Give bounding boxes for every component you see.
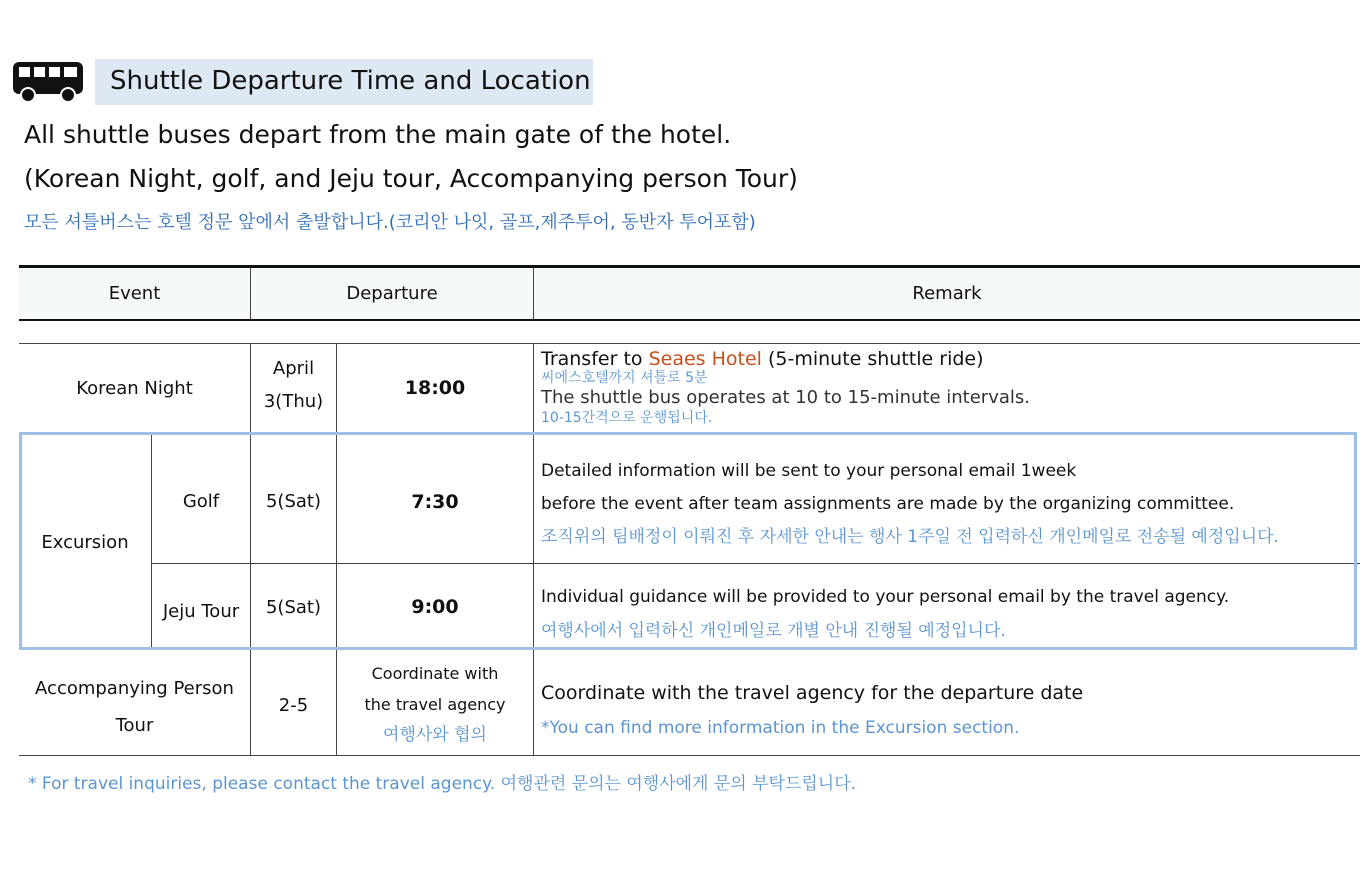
header-event: Event	[108, 283, 161, 304]
intro-line-2: (Korean Night, golf, and Jeju tour, Accompanying person Tour)	[24, 164, 798, 193]
intro-line-korean: 모든 셔틀버스는 호텔 정문 앞에서 출발합니다.(코리안 나잇, 골프,제주투어, 동반자 투어포함)	[24, 212, 756, 233]
date-jeju-tour: 5(Sat)	[265, 596, 321, 618]
header-bottom-rule	[19, 319, 1360, 321]
date-golf: 5(Sat)	[265, 491, 321, 512]
departure-korean: 여행사와 협의	[383, 725, 487, 745]
remark-korean: 조직위의 팀배정이 이뤄진 후 자세한 안내는 행사 1주일 전 입력하신 개인메일로 전송될 예정입니다.	[541, 527, 1279, 547]
event-line: Tour	[115, 715, 154, 736]
event-accompanying-person	[19, 670, 250, 744]
event-line: Accompanying Person	[35, 678, 234, 699]
date-line: April	[272, 358, 315, 379]
footer-note: * For travel inquiries, please contact the travel agency. 여행관련 문의는 여행사에게 문의 부탁드립니다.	[28, 774, 857, 794]
table-bottom-rule	[19, 755, 1360, 756]
departure-line: Coordinate with	[371, 664, 499, 683]
intro-line-1: All shuttle buses depart from the main gate of the hotel.	[24, 120, 732, 149]
event-jeju-tour: Jeju Tour	[162, 600, 240, 622]
date-line: 3(Thu)	[263, 391, 324, 412]
remark-korean: 씨에스호텔까지 셔틀로 5분	[541, 370, 708, 386]
remark-text: (5-minute shuttle ride)	[761, 348, 984, 370]
page-title: Shuttle Departure Time and Location	[110, 66, 591, 96]
departure-line: the travel agency	[364, 695, 506, 714]
departure-accompanying	[337, 658, 533, 751]
remark-korean-night	[541, 348, 1030, 426]
remark-korean: 여행사에서 입력하신 개인메일로 개별 안내 진행될 예정입니다.	[541, 621, 1006, 641]
remark-line: before the event after team assignments are made by the organizing committee.	[541, 494, 1235, 514]
date-korean-night	[251, 352, 336, 418]
time-jeju-tour: 9:00	[411, 596, 459, 618]
header-remark: Remark	[912, 283, 982, 304]
time-korean-night: 18:00	[404, 377, 466, 399]
remark-accompanying	[541, 676, 1083, 746]
header-departure: Departure	[346, 283, 438, 304]
bus-icon	[11, 60, 85, 104]
remark-line: The shuttle bus operates at 10 to 15-minute intervals.	[541, 387, 1030, 408]
remark-korean: 10-15간격으로 운행됩니다.	[541, 410, 713, 426]
event-golf: Golf	[182, 491, 220, 512]
event-excursion: Excursion	[41, 532, 129, 553]
remark-text: Transfer to	[541, 348, 649, 370]
event-korean-night: Korean Night	[76, 377, 193, 399]
remark-line: Coordinate with the travel agency for the departure date	[541, 682, 1084, 704]
excursion-highlight-box	[19, 432, 1357, 650]
hotel-name: Seaes Hotel	[648, 348, 762, 370]
time-golf: 7:30	[411, 490, 459, 513]
remark-line: Detailed information will be sent to your personal email 1week	[541, 461, 1077, 481]
date-accompanying: 2-5	[278, 695, 309, 716]
remark-line	[541, 348, 1030, 370]
remark-note: *You can find more information in the Excursion section.	[541, 718, 1020, 738]
remark-line: Individual guidance will be provided to your personal email by the travel agency.	[541, 587, 1230, 607]
